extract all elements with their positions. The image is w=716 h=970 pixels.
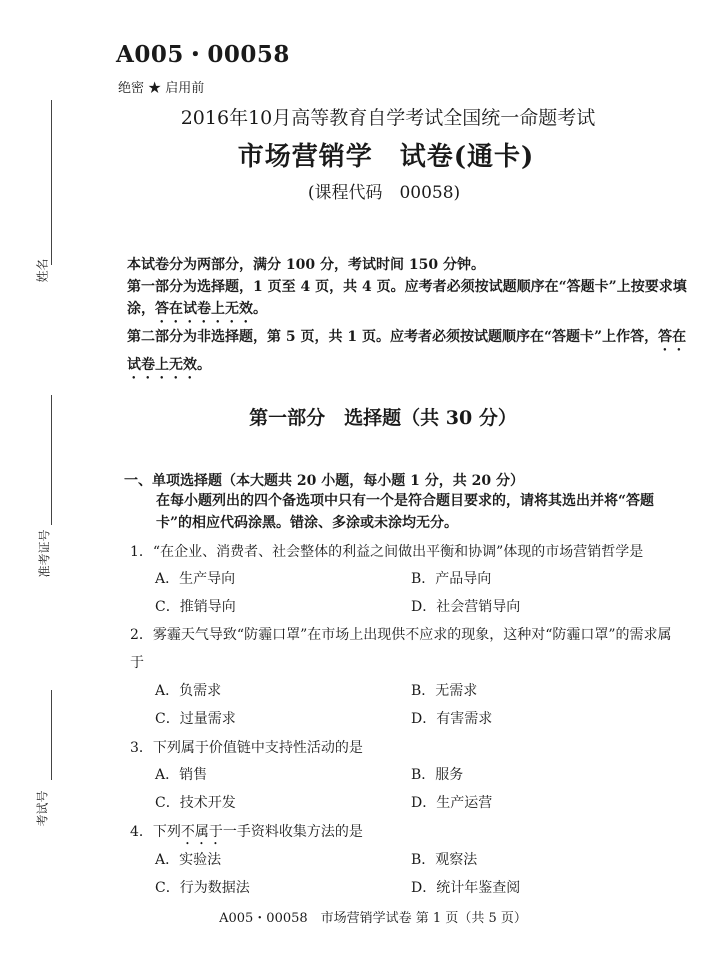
option: B．产品导向	[411, 571, 492, 587]
option: A．实验法	[155, 852, 222, 868]
seat-line	[51, 690, 52, 780]
option: C．行为数据法	[155, 880, 250, 896]
course-code: (课程代码 00058)	[307, 183, 461, 203]
section-heading: 一、单项选择题（本大题共 20 小题，每小题 1 分，共 20 分）	[124, 473, 524, 489]
emphasis-text: 不属于	[180, 824, 223, 840]
exam-instructions	[127, 254, 687, 382]
option: C．推销导向	[155, 599, 236, 615]
emphasis-text: 答在试卷上无效	[127, 329, 687, 373]
question-stem: 4．下列不属于一手资料收集方法的是	[130, 824, 363, 840]
part-title: 第一部分 选择题（共 30 分）	[249, 407, 517, 429]
option: D．统计年鉴查阅	[411, 880, 521, 896]
option: C．过量需求	[155, 711, 236, 727]
option: A．负需求	[155, 683, 222, 699]
option: D．社会营销导向	[411, 599, 521, 615]
option: B．无需求	[411, 683, 478, 699]
option: C．技术开发	[155, 795, 236, 811]
instruction-part2: 第二部分为非选择题，第 5 页，共 1 页。应考者必须按试题顺序在“答题卡”上作答，答在试卷上无效。	[127, 329, 687, 373]
option: D．生产运营	[411, 795, 493, 811]
question-stem: 2．雾霾天气导致“防霾口罩”在市场上出现供不应求的现象，这种对“防霾口罩”的需求属于	[130, 627, 672, 671]
option: B．观察法	[411, 852, 478, 868]
option: A．销售	[155, 767, 208, 783]
question-stem: 3．下列属于价值链中支持性活动的是	[130, 740, 363, 756]
paper-code: A005・00058	[116, 41, 290, 68]
option: A．生产导向	[155, 571, 236, 587]
admission-label: 准考证号	[37, 529, 52, 578]
question-stem: 1．“在企业、消费者、社会整体的利益之间做出平衡和协调”体现的市场营销哲学是	[130, 544, 644, 560]
page-footer: A005・00058 市场营销学试卷 第 1 页（共 5 页）	[219, 911, 527, 926]
subject-title: 市场营销学 试卷(通卡)	[237, 142, 535, 172]
exam-title: 2016年10月高等教育自学考试全国统一命题考试	[180, 107, 596, 129]
option: D．有害需求	[411, 711, 493, 727]
secret-mark: 绝密 ★ 启用前	[118, 81, 205, 96]
emphasis-text: 答在试卷上无效	[155, 301, 253, 317]
section-note: 在每小题列出的四个备选项中只有一个是符合题目要求的，请将其选出并将“答题卡”的相应代码涂黑。错涂、多涂或未涂均无分。	[156, 493, 655, 531]
name-label: 姓名	[35, 258, 50, 283]
instruction-part1: 第一部分为选择题，1 页至 4 页，共 4 页。应考者必须按试题顺序在“答题卡”上按要求填涂，答在试卷上无效。	[127, 279, 687, 317]
instruction-line-1: 本试卷分为两部分，满分 100 分，考试时间 150 分钟。	[127, 257, 485, 273]
option: B．服务	[411, 767, 464, 783]
seat-label: 考试号	[35, 790, 50, 827]
